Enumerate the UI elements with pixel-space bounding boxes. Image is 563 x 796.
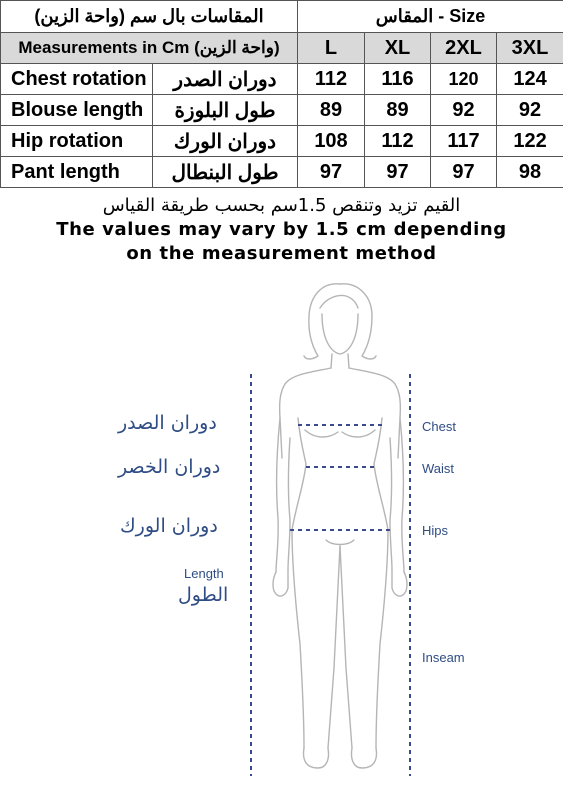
hips-label-en: Hips bbox=[422, 523, 449, 538]
table-cell: 89 bbox=[298, 95, 365, 126]
size-3xl: 3XL bbox=[497, 33, 563, 64]
body-silhouette bbox=[273, 284, 407, 768]
row-label-en: Pant length bbox=[1, 157, 153, 188]
size-2xl: 2XL bbox=[431, 33, 497, 64]
table-cell: 112 bbox=[365, 126, 431, 157]
table-cell: 92 bbox=[431, 95, 497, 126]
table-cell: 116 bbox=[365, 64, 431, 95]
size-title: Size - المقاس bbox=[298, 1, 563, 33]
table-cell: 97 bbox=[298, 157, 365, 188]
table-cell: 120 bbox=[431, 64, 497, 95]
row-label-en: Hip rotation bbox=[1, 126, 153, 157]
row-label-en: Blouse length bbox=[1, 95, 153, 126]
row-label-ar: دوران الصدر bbox=[153, 64, 298, 95]
hip-label-ar: دوران الورك bbox=[120, 515, 218, 537]
table-cell: 124 bbox=[497, 64, 563, 95]
table-row bbox=[1, 95, 563, 126]
table-header-row bbox=[1, 1, 563, 33]
table-cell: 97 bbox=[365, 157, 431, 188]
tolerance-note-ar: القيم تزيد وتنقص 1.5سم بحسب طريقة القياس bbox=[102, 195, 461, 216]
chest-label-ar: دوران الصدر bbox=[118, 412, 217, 434]
table-cell: 92 bbox=[497, 95, 563, 126]
table-cell: 117 bbox=[431, 126, 497, 157]
length-label-ar: الطول bbox=[178, 584, 229, 606]
waist-label-ar: دوران الخصر bbox=[118, 456, 221, 478]
table-row bbox=[1, 157, 563, 188]
row-label-ar: طول البنطال bbox=[153, 157, 298, 188]
table-cell: 112 bbox=[298, 64, 365, 95]
row-label-en: Chest rotation bbox=[1, 64, 153, 95]
body-measurement-figure bbox=[0, 268, 563, 796]
row-label-ar: طول البلوزة bbox=[153, 95, 298, 126]
size-xl: XL bbox=[365, 33, 431, 64]
table-row bbox=[1, 64, 563, 95]
chest-label-en: Chest bbox=[422, 419, 456, 434]
row-label-ar: دوران الورك bbox=[153, 126, 298, 157]
measurements-header-ar: المقاسات بال سم (واحة الزين) bbox=[1, 1, 298, 33]
inseam-label-en: Inseam bbox=[422, 650, 465, 665]
waist-label-en: Waist bbox=[422, 461, 455, 476]
measurements-header-en: Measurements in Cm (واحة الزين) bbox=[1, 33, 298, 64]
size-l: L bbox=[298, 33, 365, 64]
tolerance-note-en-line1: The values may vary by 1.5 cm depending bbox=[56, 219, 507, 240]
table-subheader-row bbox=[1, 33, 563, 64]
table-cell: 98 bbox=[497, 157, 563, 188]
table-row bbox=[1, 126, 563, 157]
tolerance-note-en-line2: on the measurement method bbox=[126, 243, 437, 264]
table-cell: 89 bbox=[365, 95, 431, 126]
table-cell: 122 bbox=[497, 126, 563, 157]
table-cell: 97 bbox=[431, 157, 497, 188]
table-cell: 108 bbox=[298, 126, 365, 157]
length-label-en: Length bbox=[184, 566, 224, 581]
size-chart-table bbox=[0, 0, 563, 188]
